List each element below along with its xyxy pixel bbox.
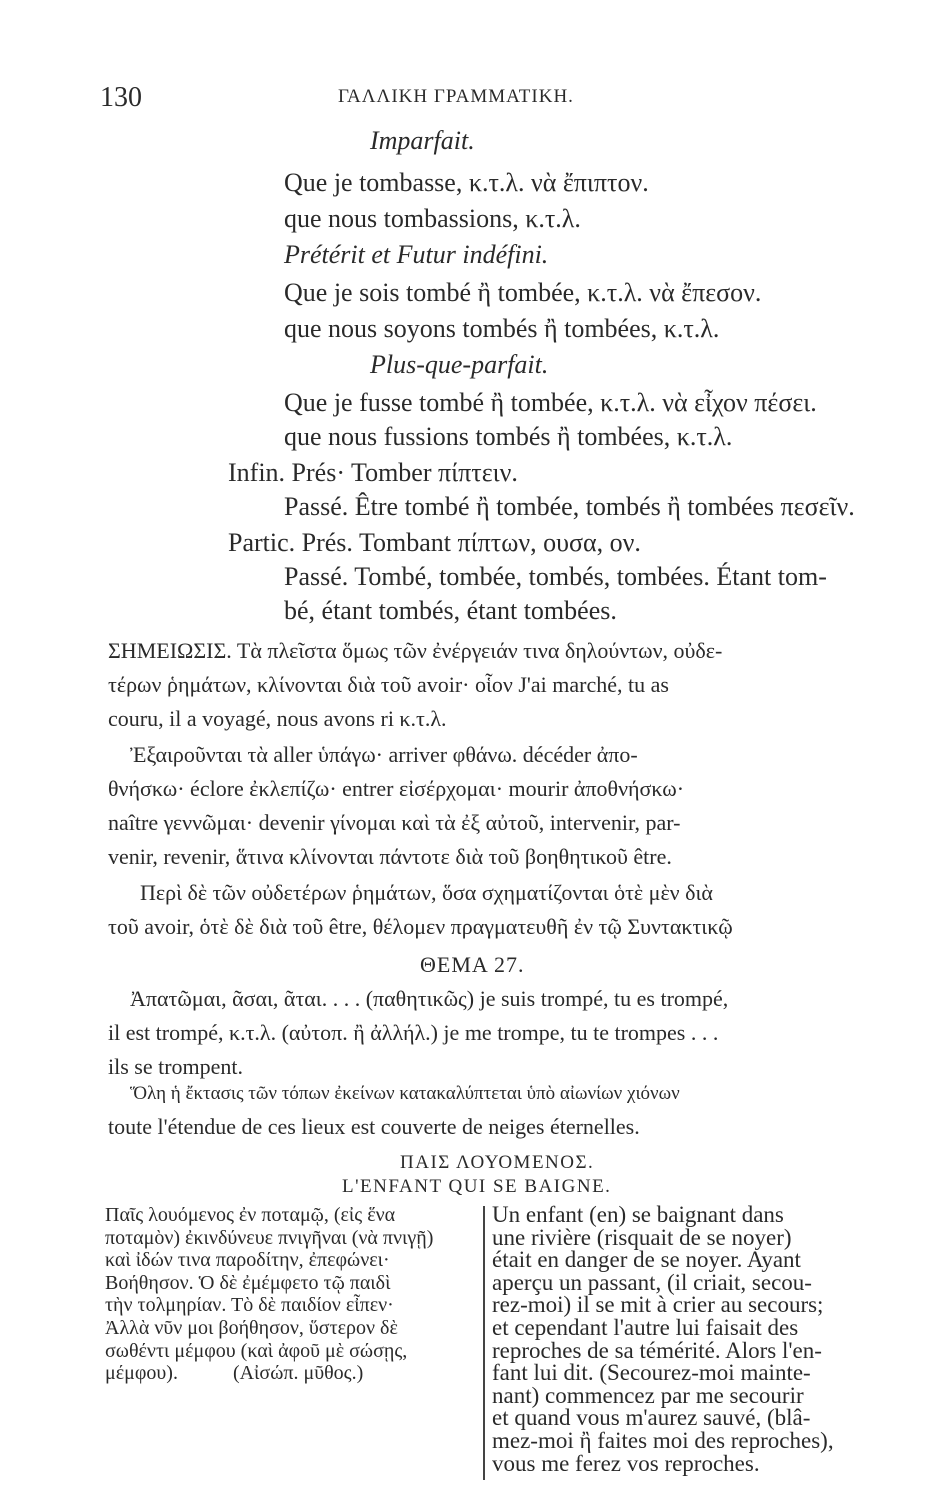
page-number: 130 <box>100 82 142 113</box>
conjugation-line: Infin. Prés· Tomber πίπτειν. <box>228 458 518 487</box>
exercise-line: Ὅλη ἡ ἔκτασις τῶν τόπων ἐκείνων κατακαλύπτεται ὑπὸ αἰωνίων χιόνων <box>130 1083 680 1104</box>
conjugation-line: Que je fusse tombé ἢ tombée, κ.τ.λ. νὰ εἶχον πέσει. <box>284 388 817 417</box>
remark-line: τοῦ avoir, ὁτὲ δὲ διὰ τοῦ être, θέλομεν πραγματευθῆ ἐν τῷ Συντακτικῷ <box>108 914 733 939</box>
exercise-line: il est trompé, κ.τ.λ. (αὐτοπ. ἢ ἀλλήλ.) je me trompe, tu te trompes . . . <box>108 1020 719 1045</box>
exercise-heading: ΘΕΜΑ 27. <box>420 952 525 977</box>
conjugation-line: que nous tombassions, κ.τ.λ. <box>284 204 581 233</box>
exercise-line: toute l'étendue de ces lieux est couverte de neiges éternelles. <box>108 1114 640 1139</box>
french-line: et cependant l'autre lui faisait des <box>492 1314 799 1340</box>
french-line: une rivière (risquait de se noyer) <box>492 1224 792 1250</box>
greek-line: Βοήθησον. Ὁ δὲ ἐμέμφετο τῷ παιδὶ <box>105 1271 391 1294</box>
remark-line: ΣΗΜΕΙΩΣΙΣ. Τὰ πλεῖστα ὅμως τῶν ἐνέργειάν τινα δηλούντων, οὐδε- <box>108 638 723 663</box>
preterit-heading: Prétérit et Futur indéfini. <box>284 240 549 269</box>
story-french-column <box>492 1204 852 1475</box>
greek-line: μέμφου). (Αἰσώπ. μῦθος.) <box>105 1362 364 1385</box>
remark-line: venir, revenir, ἅτινα κλίνονται πάντοτε διὰ τοῦ βοηθητικοῦ être. <box>108 844 672 869</box>
plusque-heading: Plus-que-parfait. <box>370 350 549 379</box>
exercise-line: ils se trompent. <box>108 1054 244 1079</box>
running-title: ΓΑΛΛΙΚΗ ΓΡΑΜΜΑΤΙΚΗ. <box>338 86 574 107</box>
french-line: fant lui dit. (Secourez-moi mainte- <box>492 1360 811 1386</box>
story-greek-column <box>105 1204 477 1385</box>
conjugation-line: que nous soyons tombés ἢ tombées, κ.τ.λ. <box>284 314 720 343</box>
french-line: reproches de sa témérité. Alors l'en- <box>492 1337 822 1363</box>
story-french-title: L'ENFANT QUI SE BAIGNE. <box>342 1176 612 1197</box>
conjugation-line: bé, étant tombés, étant tombées. <box>284 596 617 625</box>
remark-line: θνήσκω· éclore ἐκλεπίζω· entrer εἰσέρχομαι· mourir ἀποθνήσκω· <box>108 776 685 801</box>
remark-line: Περὶ δὲ τῶν οὐδετέρων ῥημάτων, ὅσα σχηματίζονται ὁτὲ μὲν διὰ <box>140 880 713 905</box>
french-line: nant) commencez par me secourir <box>492 1382 804 1408</box>
greek-line: ποταμὸν) ἐκινδύνευε πνιγῆναι (νὰ πνιγῇ) <box>105 1226 434 1249</box>
conjugation-line: Que je tombasse, κ.τ.λ. νὰ ἔπιπτον. <box>284 168 649 197</box>
conjugation-line: que nous fussions tombés ἢ tombées, κ.τ.λ. <box>284 422 733 451</box>
french-line: mez-moi ἢ faites moi des reproches), <box>492 1427 834 1453</box>
remark-line: couru, il a voyagé, nous avons ri κ.τ.λ. <box>108 706 447 731</box>
exercise-line: Ἀπατῶμαι, ᾶσαι, ᾶται. . . . (παθητικῶς) je suis trompé, tu es trompé, <box>130 986 729 1011</box>
greek-line: τὴν τολμηρίαν. Τὸ δὲ παιδίον εἶπεν· <box>105 1294 394 1317</box>
french-line: aperçu un passant, (il criait, secou- <box>492 1269 812 1295</box>
french-line: et quand vous m'aurez sauvé, (blâ- <box>492 1405 811 1431</box>
remark-line: τέρων ῥημάτων, κλίνονται διὰ τοῦ avoir· οἷον J'ai marché, tu as <box>108 672 669 697</box>
story-greek-title: ΠΑΙΣ ΛΟΥΟΜΕΝΟΣ. <box>400 1152 595 1173</box>
greek-line: σωθέντι μέμφου (καὶ ἀφοῦ μὲ σώσῃς, <box>105 1339 408 1362</box>
remark-line: Ἐξαιροῦνται τὰ aller ὑπάγω· arriver φθάνω. décéder ἀπο- <box>130 742 638 767</box>
greek-line: καὶ ἰδών τινα παροδίτην, ἐπεφώνει· <box>105 1249 390 1272</box>
greek-line: Ἀλλὰ νῦν μοι βοήθησον, ὕστερον δὲ <box>105 1316 398 1339</box>
remark-line: naître γεννῶμαι· devenir γίνομαι καὶ τὰ ἐξ αὐτοῦ, intervenir, par- <box>108 810 681 835</box>
conjugation-line: Que je sois tombé ἢ tombée, κ.τ.λ. νὰ ἔπεσον. <box>284 278 762 307</box>
conjugation-line: Passé. Tombé, tombée, tombés, tombées. Étant tom- <box>284 562 827 591</box>
conjugation-line: Partic. Prés. Tombant πίπτων, ουσα, ον. <box>228 528 641 557</box>
french-line: Un enfant (en) se baignant dans <box>492 1202 784 1227</box>
french-line: était en danger de se noyer. Ayant <box>492 1247 801 1273</box>
column-divider <box>483 1206 485 1480</box>
greek-line: Παῖς λουόμενος ἐν ποταμῷ, (εἰς ἕνα <box>105 1204 396 1226</box>
imparfait-heading: Imparfait. <box>370 126 475 155</box>
conjugation-line: Passé. Être tombé ἢ tombée, tombés ἢ tombées πεσεῖν. <box>284 492 855 521</box>
french-line: vous me ferez vos reproches. <box>492 1450 760 1476</box>
french-line: rez-moi) il se mit à crier au secours; <box>492 1292 824 1318</box>
